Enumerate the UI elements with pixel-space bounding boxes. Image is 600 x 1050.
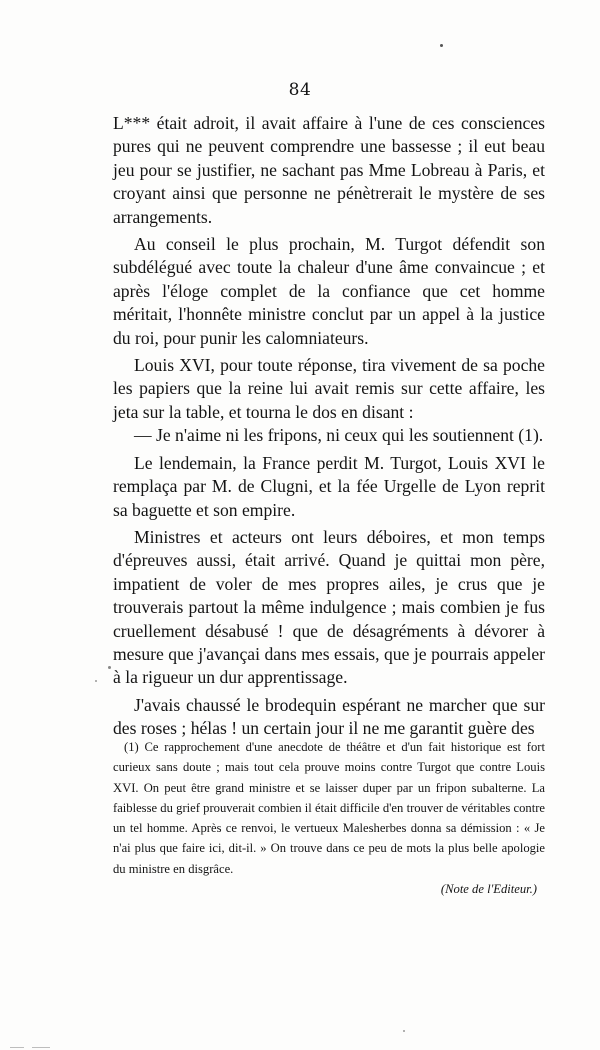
footnote-signature: (Note de l'Editeur.)	[440, 882, 537, 897]
body-text	[113, 112, 545, 741]
page-number: 84	[288, 80, 312, 100]
paragraph: — Je n'aime ni les fripons, ni ceux qui les soutiennent (1).	[134, 425, 544, 446]
scan-speck	[95, 680, 97, 682]
footnote-text: (1) Ce rapprochement d'une anecdote de théâtre et d'un fait historique est fort curieux sans doute ; mais tout cela prouve moins contre Turgot que contre Louis XVI. On peut être grand ministre et se laisser duper par un fripon subalterne. La faiblesse du grief prouverait combien il était difficile d'en trouver de véritables contre un tel homme. Après ce renvoi, le vertueux Malesherbes donna sa démission : « Je n'ai plus que faire ici, dit-il. » On trouve dans ce peu de mots la plus belle apologie du ministre en disgrâce.	[113, 740, 545, 876]
paragraph: Ministres et acteurs ont leurs déboires, et mon temps d'épreuves aussi, était arrivé. Quand je quittai mon père, impatient de voler de mes propres ailes, je crus que je trouverais partout la même indulgence ; mais combien je fus cruellement désabusé ! que de désagréments à dévorer à mesure que j'avançai dans mes essais, que je pourrais appeler à la rigueur un dur apprentissage.	[113, 526, 545, 688]
paragraph: J'avais chaussé le brodequin espérant ne marcher que sur des roses ; hélas ! un certain jour il ne me garantit guère des	[113, 694, 545, 739]
scan-speck	[403, 1030, 405, 1032]
paragraph: L*** était adroit, il avait affaire à l'une de ces consciences pures qui ne peuvent comprendre une bassesse ; il eut beau jeu pour se justifier, ne sachant pas Mme Lobreau à Paris, et croyant ainsi que personne ne pénètrerait le mystère de ses arrangements.	[113, 113, 545, 227]
scan-edge-mark	[10, 1047, 24, 1048]
scan-speck	[108, 666, 111, 669]
paragraph: Le lendemain, la France perdit M. Turgot, Louis XVI le remplaça par M. de Clugni, et la fée Urgelle de Lyon reprit sa baguette et son empire.	[113, 452, 545, 520]
scan-speck	[440, 44, 443, 47]
paragraph: Au conseil le plus prochain, M. Turgot défendit son subdélégué avec toute la chaleur d'une âme convaincue ; et après l'éloge complet de la confiance que cet homme méritait, l'honnête ministre conclut par un appel à la justice du roi, pour punir les calomniateurs.	[113, 234, 545, 348]
footnote-block	[113, 737, 545, 899]
paragraph: Louis XVI, pour toute réponse, tira vivement de sa poche les papiers que la reine lui avait remis sur cette affaire, les jeta sur la table, et tourna le dos en disant :	[113, 355, 545, 422]
scan-edge-mark	[32, 1047, 50, 1048]
